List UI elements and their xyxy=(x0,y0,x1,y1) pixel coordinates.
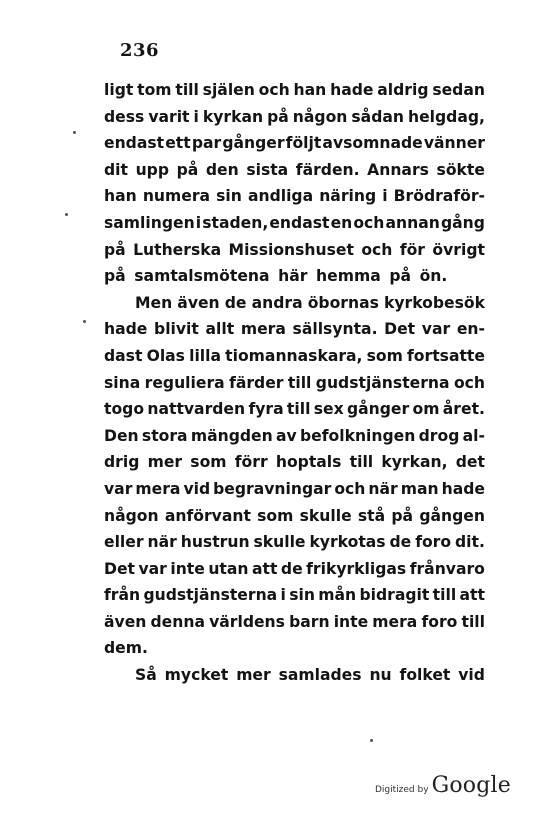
word: andliga xyxy=(247,187,314,206)
word: gången xyxy=(419,506,485,525)
word: Brödraför- xyxy=(393,187,485,206)
word: togo xyxy=(104,400,145,419)
word: till xyxy=(286,400,311,419)
body-text xyxy=(104,77,485,689)
word: hade xyxy=(441,479,485,498)
word: mycket xyxy=(164,666,229,685)
word: öbornas xyxy=(307,293,379,312)
word: inte xyxy=(333,612,369,631)
word: sista xyxy=(246,160,289,179)
word: året. xyxy=(442,400,485,419)
word: sällsynta. xyxy=(292,320,378,339)
word: i xyxy=(382,187,388,206)
scan-speck xyxy=(65,213,68,216)
scan-speck xyxy=(370,739,373,742)
word: al- xyxy=(462,426,485,445)
digitized-by-label: Digitized by xyxy=(375,785,429,795)
word: endast xyxy=(269,213,330,232)
text-line xyxy=(104,396,485,423)
word: på xyxy=(176,160,199,179)
word: dit. xyxy=(455,533,485,552)
word: gång xyxy=(440,213,485,232)
word: stå xyxy=(357,506,386,525)
word: när xyxy=(147,533,177,552)
word: skulle xyxy=(253,533,306,552)
text-line xyxy=(104,263,485,290)
word: samlades xyxy=(278,666,362,685)
word: var xyxy=(104,479,133,498)
word: mera xyxy=(372,612,418,631)
word: övrigt xyxy=(432,240,485,259)
word: hoptals xyxy=(275,453,342,472)
word: och xyxy=(258,81,290,99)
word: som xyxy=(257,506,294,525)
text-line xyxy=(104,77,485,104)
text-line xyxy=(104,316,485,343)
word: lilla xyxy=(189,346,222,365)
text-line xyxy=(104,157,485,184)
text-line xyxy=(104,476,485,503)
word: till xyxy=(287,373,312,392)
word: var xyxy=(421,320,451,339)
word: Lutherska xyxy=(133,240,222,259)
word: inte xyxy=(170,559,205,578)
word: att xyxy=(459,586,485,605)
word: drig xyxy=(104,453,140,472)
word: de xyxy=(389,533,412,552)
word: gudstjänsterna xyxy=(143,586,278,605)
text-line xyxy=(104,237,485,264)
word: samlingen xyxy=(104,213,195,232)
word: den xyxy=(205,160,239,179)
word: de xyxy=(280,559,303,578)
word: en xyxy=(330,213,353,232)
word: tiomannaskara, xyxy=(225,346,363,365)
word: folket xyxy=(399,666,451,685)
word: ligt xyxy=(104,81,134,99)
word: samtalsmötena xyxy=(134,267,270,286)
word: staden, xyxy=(202,213,269,232)
word: på xyxy=(391,506,414,525)
word: upp xyxy=(135,160,169,179)
word: det xyxy=(455,453,485,472)
word: dess xyxy=(104,107,145,126)
word: och xyxy=(353,213,385,232)
word: numera xyxy=(142,187,211,206)
word: någon xyxy=(104,506,159,525)
word: stora xyxy=(141,426,188,445)
word: Olas xyxy=(146,346,185,365)
word: gånger xyxy=(222,134,285,153)
word: att xyxy=(251,559,278,578)
word: andra xyxy=(251,293,303,312)
text-line xyxy=(104,423,485,450)
word: i xyxy=(280,586,286,605)
text-line xyxy=(104,104,485,131)
word: skulle xyxy=(299,506,352,525)
word: frånvaro xyxy=(409,559,485,578)
word: ett xyxy=(165,134,191,153)
word: foro xyxy=(421,612,458,631)
word: följt xyxy=(285,134,322,153)
word: mera xyxy=(240,320,286,339)
word: till xyxy=(432,586,457,605)
word: barn xyxy=(289,612,330,631)
word: gudstjänsterna xyxy=(315,373,450,392)
word: sex xyxy=(313,400,344,419)
word: och xyxy=(334,479,366,498)
word: drog xyxy=(418,426,460,445)
word: mer xyxy=(147,453,183,472)
word: denna xyxy=(150,612,205,631)
text-line xyxy=(104,290,485,317)
word: även xyxy=(177,293,220,312)
word: från xyxy=(104,586,141,605)
text-line xyxy=(104,635,485,662)
scan-speck xyxy=(83,320,86,323)
word: befolkningen xyxy=(300,426,416,445)
word: i xyxy=(195,213,202,232)
word: vid xyxy=(183,479,211,498)
word: på xyxy=(104,267,126,286)
word: dit xyxy=(104,160,128,179)
word: helgdag, xyxy=(407,107,485,126)
text-line xyxy=(104,503,485,530)
word: vid xyxy=(458,666,485,685)
word: Den xyxy=(104,426,139,445)
word: avsomnade xyxy=(322,134,423,153)
word: Men xyxy=(135,293,173,312)
text-line xyxy=(104,183,485,210)
word: vänner xyxy=(423,134,485,153)
word: och xyxy=(361,240,393,259)
word: begravningar xyxy=(213,479,332,498)
text-line xyxy=(104,130,485,157)
word: förr xyxy=(234,453,268,472)
word: när xyxy=(368,479,398,498)
word: nattvarden xyxy=(147,400,246,419)
text-line xyxy=(104,582,485,609)
word: sin xyxy=(289,586,315,605)
page-number: 236 xyxy=(120,40,160,61)
word: hustrun xyxy=(180,533,250,552)
text-line xyxy=(104,449,485,476)
word: sina xyxy=(104,373,141,392)
word: allt xyxy=(205,320,235,339)
google-logo: Google xyxy=(431,773,511,798)
word: aldrig xyxy=(377,81,429,99)
word: som xyxy=(190,453,227,472)
word: en- xyxy=(456,320,485,339)
word: foro xyxy=(415,533,452,552)
word: och xyxy=(453,373,485,392)
word: färder xyxy=(229,373,284,392)
word: var xyxy=(138,559,167,578)
word: kyrkan xyxy=(202,107,264,126)
word: här xyxy=(278,267,308,286)
word: hade xyxy=(330,81,374,99)
word: färden. xyxy=(295,160,360,179)
scan-speck xyxy=(73,131,76,134)
word: på xyxy=(267,107,289,126)
word: till xyxy=(461,612,485,631)
word: själen xyxy=(202,81,255,99)
word: hemma xyxy=(316,267,381,286)
word: tom xyxy=(137,81,172,99)
word: nu xyxy=(369,666,392,685)
word: mån xyxy=(318,586,357,605)
word: han xyxy=(293,81,327,99)
word: utan xyxy=(208,559,249,578)
word: mera xyxy=(135,479,181,498)
word: som xyxy=(366,346,403,365)
word: mer xyxy=(236,666,271,685)
word: Så xyxy=(135,666,157,685)
word: anförvant xyxy=(164,506,251,525)
word: på xyxy=(389,267,411,286)
word: om xyxy=(412,400,440,419)
word: sökte xyxy=(436,160,485,179)
word: frikyrkligas xyxy=(306,559,407,578)
word: världens xyxy=(209,612,285,631)
word: fortsatte xyxy=(407,346,485,365)
word: gånger xyxy=(346,400,410,419)
word: varit xyxy=(148,107,190,126)
word: till xyxy=(349,453,374,472)
word: endast xyxy=(104,134,165,153)
text-line xyxy=(104,529,485,556)
word: ön. xyxy=(419,267,448,286)
text-line xyxy=(104,210,485,237)
word: Annars xyxy=(367,160,429,179)
word: mängden xyxy=(190,426,273,445)
word: bidragit xyxy=(359,586,430,605)
word: hade xyxy=(104,320,148,339)
word: sedan xyxy=(432,81,485,99)
text-line xyxy=(104,662,485,689)
word: kyrkobesök xyxy=(383,293,485,312)
word: Missionshuset xyxy=(228,240,354,259)
word: på xyxy=(104,240,126,259)
word: kyrkotas xyxy=(309,533,386,552)
word: kyrkan, xyxy=(381,453,448,472)
word: näring xyxy=(319,187,377,206)
word: dast xyxy=(104,346,143,365)
word: annan xyxy=(385,213,440,232)
word: Det xyxy=(384,320,416,339)
text-line xyxy=(104,370,485,397)
word: man xyxy=(400,479,439,498)
word: han xyxy=(104,187,137,206)
text-line xyxy=(104,343,485,370)
word: fyra xyxy=(248,400,284,419)
word: blivit xyxy=(154,320,199,339)
word: dem. xyxy=(104,639,148,658)
text-line xyxy=(104,556,485,583)
word: av xyxy=(276,426,297,445)
word: Det xyxy=(104,559,135,578)
digitized-footer xyxy=(375,773,511,798)
word: någon xyxy=(292,107,348,126)
word: i xyxy=(193,107,199,126)
word: även xyxy=(104,612,147,631)
word: till xyxy=(175,81,199,99)
word: reguliera xyxy=(144,373,225,392)
word: de xyxy=(224,293,247,312)
word: sin xyxy=(216,187,242,206)
word: för xyxy=(399,240,426,259)
word: sådan xyxy=(351,107,404,126)
text-line xyxy=(104,609,485,636)
word: par xyxy=(191,134,222,153)
word: eller xyxy=(104,533,144,552)
